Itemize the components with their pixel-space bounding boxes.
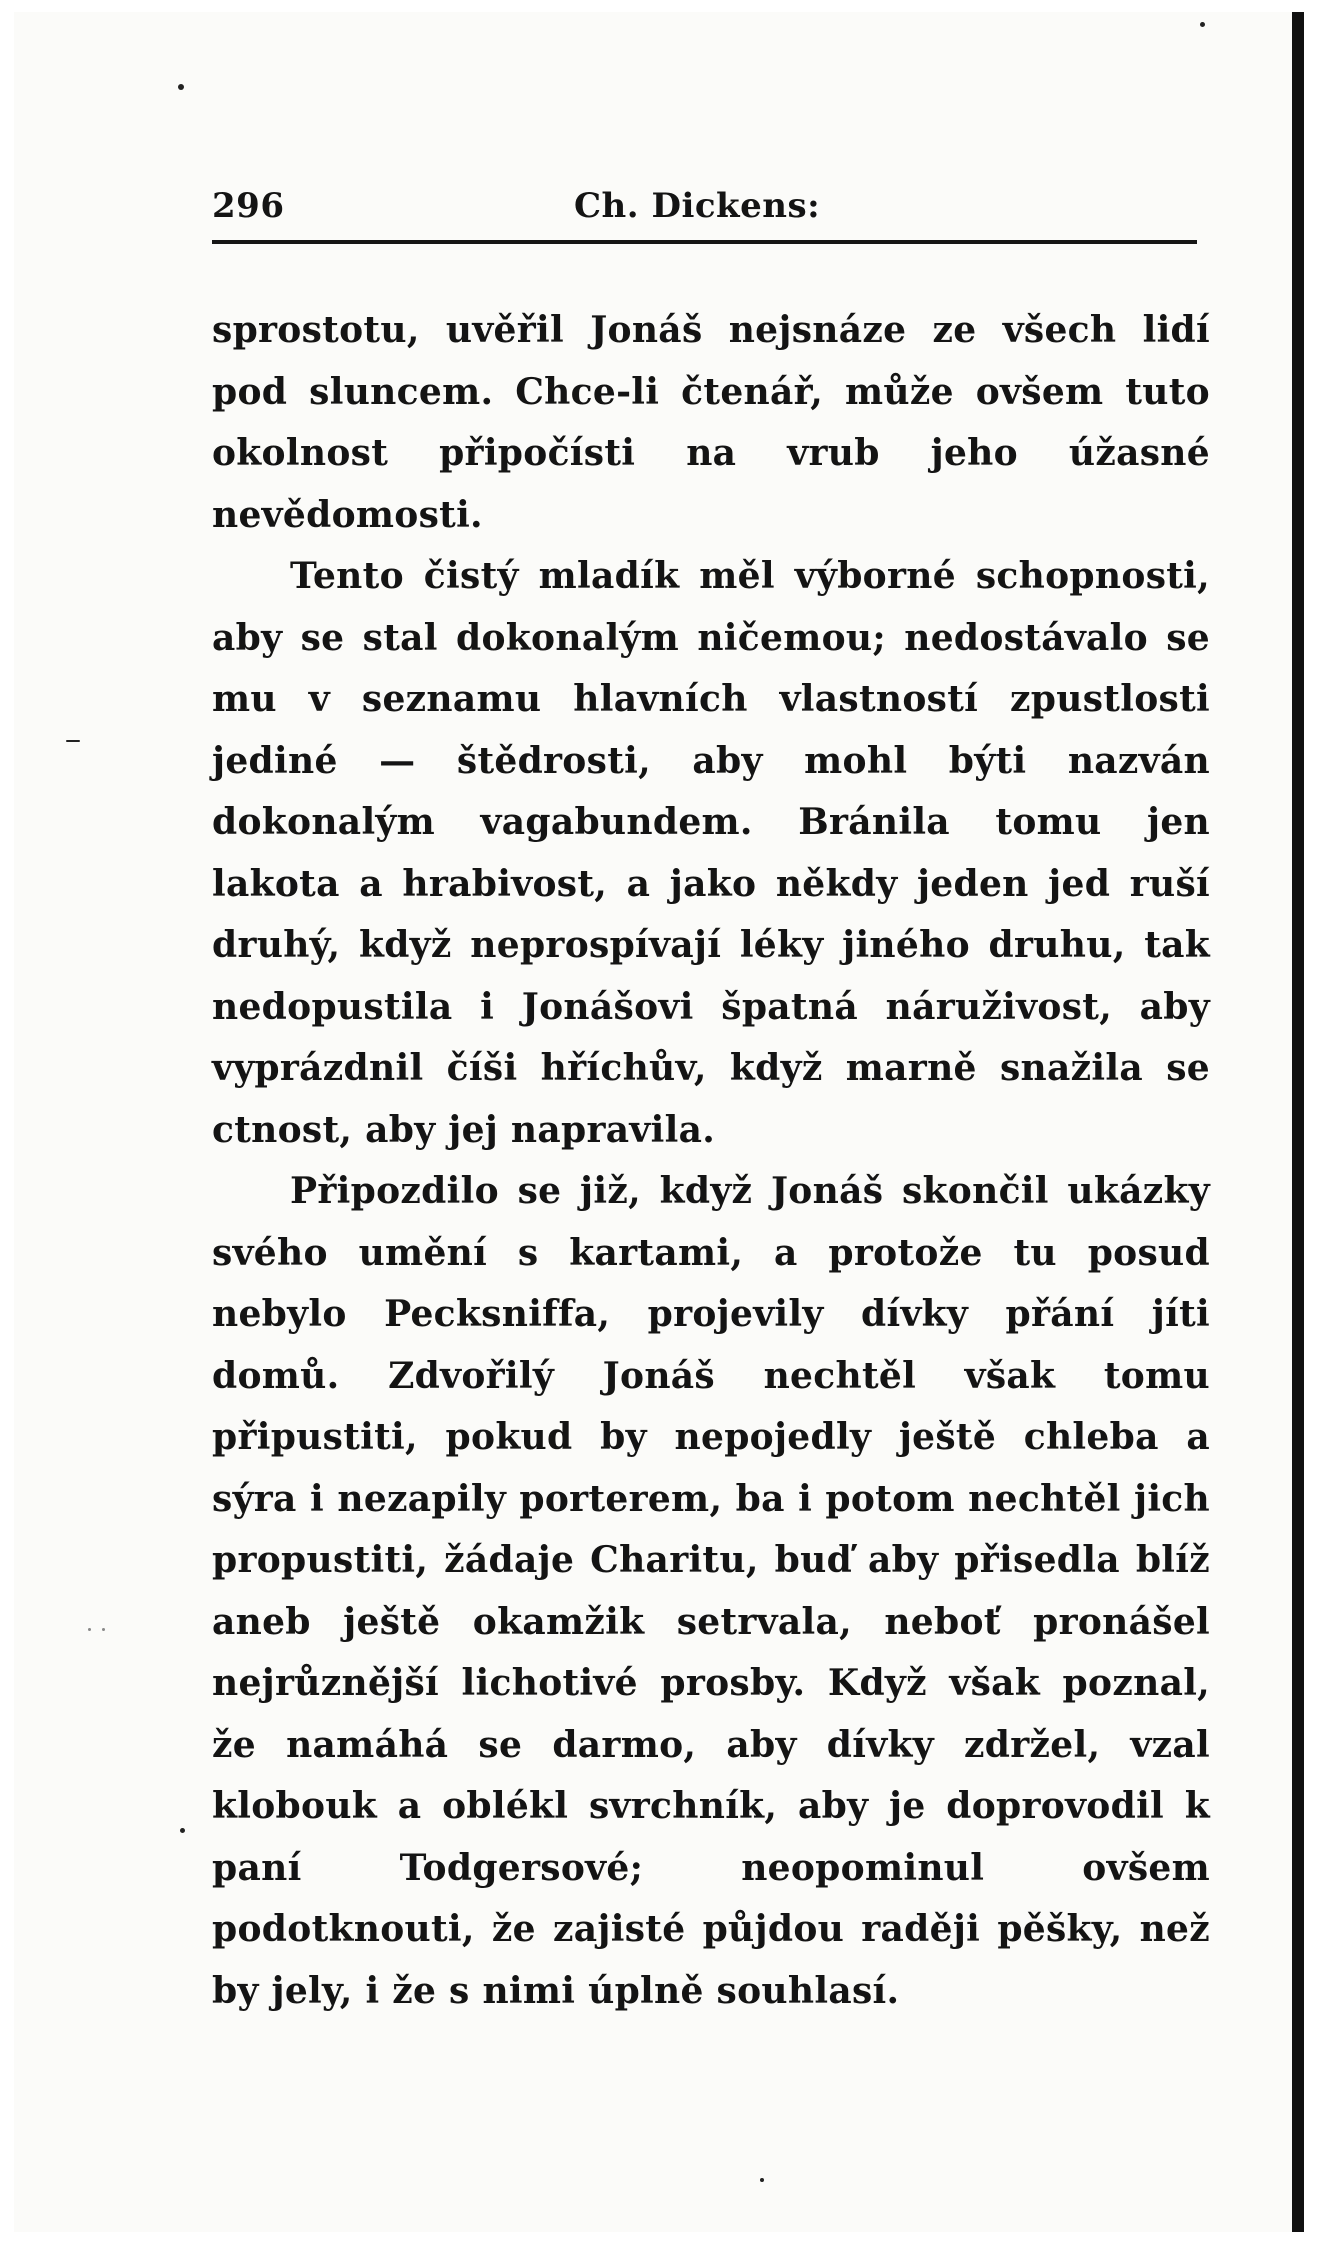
body-text	[212, 300, 1210, 2022]
scan-speck	[178, 84, 184, 90]
page-header	[212, 178, 1197, 234]
running-head: Ch. Dickens:	[574, 186, 821, 226]
scan-top-margin	[0, 0, 1341, 12]
scan-speck	[1200, 22, 1205, 27]
scan-right-margin	[1305, 0, 1341, 2244]
scan-speck	[180, 1828, 185, 1833]
scan-speck	[88, 1628, 91, 1631]
scan-speck	[66, 740, 80, 742]
paragraph: Připozdilo se již, když Jonáš skončil ukázky svého umění s kartami, a protože tu posud nebylo Pecksniffa, projevily dívky přání jíti domů. Zdvořilý Jonáš nechtěl však tomu připustiti, pokud by nepojedly ještě chleba a sýra i nezapily porterem, ba i potom nechtěl jich propustiti, žádaje Charitu, buď aby přisedla blíž aneb ještě okamžik setrvala, neboť pronášel nejrůznější lichotivé prosby. Když však poznal, že namáhá se darmo, aby dívky zdržel, vzal klobouk a oblékl svrchník, aby je doprovodil k paní Todgersové; neopominul ovšem podotknouti, že zajisté půjdou raději pěšky, než by jely, i že s nimi úplně souhlasí.	[212, 1170, 1210, 2012]
scan-speck	[760, 2178, 764, 2182]
paragraph: sprostotu, uvěřil Jonáš nejsnáze ze všech lidí pod sluncem. Chce-li čtenář, může ovšem tuto okolnost připočísti na vrub jeho úžasné nevědomosti.	[212, 309, 1210, 536]
page-number: 296	[212, 186, 285, 226]
header-rule	[212, 240, 1197, 244]
paragraph: Tento čistý mladík měl výborné schopnosti, aby se stal dokonalým ničemou; nedostávalo se mu v seznamu hlavních vlastností zpustlosti jediné — štědrosti, aby mohl býti nazván dokonalým vagabundem. Bránila tomu jen lakota a hrabivost, a jako někdy jeden jed ruší druhý, když neprospívají léky jiného druhu, tak nedopustila i Jonášovi špatná náruživost, aby vyprázdnil číši hříchův, když marně snažila se ctnost, aby jej napravila.	[212, 555, 1210, 1151]
scan-speck	[102, 1628, 105, 1631]
